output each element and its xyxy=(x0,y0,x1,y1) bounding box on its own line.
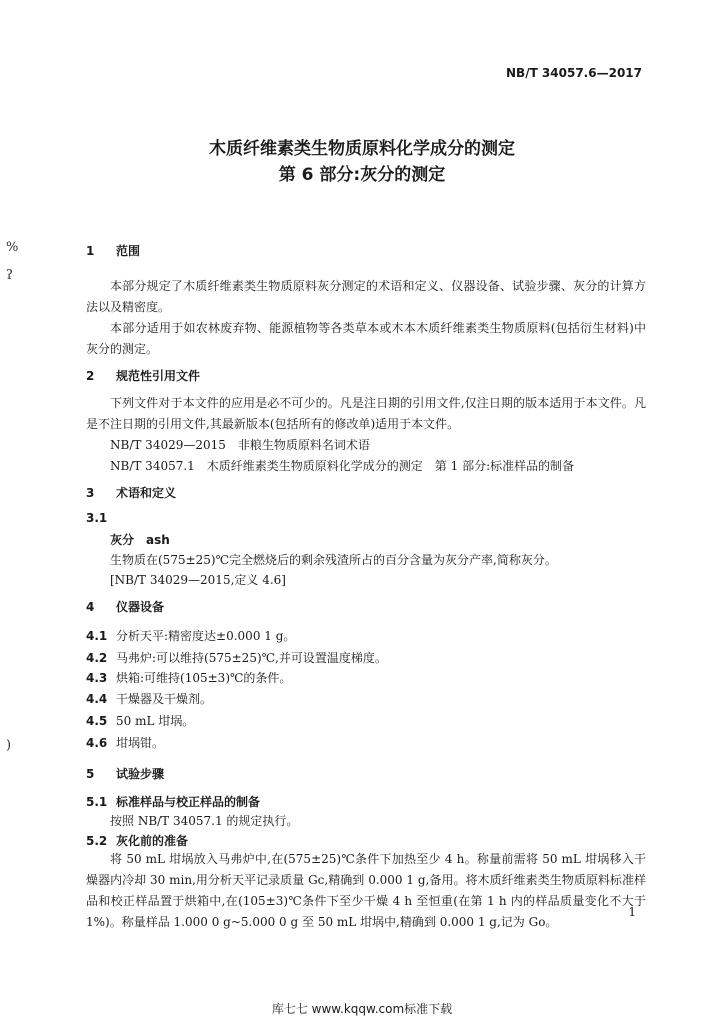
term-definition: 生物质在(575±25)℃完全燃烧后的剩余残渣所占的百分含量为灰分产率,简称灰分。 xyxy=(110,553,557,567)
reference-1: NB/T 34029—2015 非粮生物质原料名词术语 xyxy=(110,438,370,452)
equipment-item: 4.6 坩埚钳。 xyxy=(86,736,165,750)
section-4-heading: 4 仪器设备 xyxy=(86,600,165,614)
footer-watermark: 库七七 www.kqqw.com标准下载 xyxy=(271,1002,453,1016)
section-2-para: 下列文件对于本文件的应用是必不可少的。凡是注日期的引用文件,仅注日期的版本适用于本文件。凡是不注日期的引用文件,其最新版本(包括所有的修改单)适用于本文件。 xyxy=(86,396,646,431)
equipment-item: 4.5 50 mL 坩埚。 xyxy=(86,714,195,728)
section-1-para-2: 本部分适用于如农林废弃物、能源植物等各类草本或木本木质纤维素类生物质原料(包括衍生材料)中灰分的测定。 xyxy=(86,321,646,356)
page-number: 1 xyxy=(628,905,636,919)
equipment-item: 4.4 干燥器及干燥剂。 xyxy=(86,692,213,706)
section-5-1-text: 按照 NB/T 34057.1 的规定执行。 xyxy=(110,814,299,828)
section-5-2-para: 将 50 mL 坩埚放入马弗炉中,在(575±25)℃条件下加热至少 4 h。称量前需将 50 mL 坩埚移入干燥器内冷却 30 min,用分析天平记录质量 Gc,精确到 0.000 1 g,备用。将木质纤维素类生物质原料标准样品和校正样品置于烘箱中,在(105±3)℃条件下至少干燥 4 h 至恒重(在第 1 h 内的样品质量变化不大于 1%)。称量样品 1.000 0 g~5.000 0 g 至 50 mL 坩埚中,精确到 0.000 1 g,记为 Go。 xyxy=(86,852,646,929)
term-name: 灰分 ash xyxy=(110,533,170,547)
document-subtitle: 第 6 部分:灰分的测定 xyxy=(278,165,446,185)
section-5-1-heading: 5.1 标准样品与校正样品的制备 xyxy=(86,795,261,809)
equipment-item: 4.3 烘箱:可维持(105±3)℃的条件。 xyxy=(86,671,292,685)
section-5-2-heading: 5.2 灰化前的准备 xyxy=(86,834,189,848)
margin-mark: ʔ xyxy=(6,268,13,283)
standard-code: NB/T 34057.6—2017 xyxy=(506,66,642,80)
margin-mark: ) xyxy=(6,738,12,753)
reference-2: NB/T 34057.1 木质纤维素类生物质原料化学成分的测定 第 1 部分:标准样品的制备 xyxy=(110,459,575,473)
margin-mark: % xyxy=(6,240,19,255)
section-5-heading: 5 试验步骤 xyxy=(86,767,165,781)
document-title: 木质纤维素类生物质原料化学成分的测定 xyxy=(209,139,515,159)
equipment-item: 4.2 马弗炉:可以维持(575±25)℃,并可设置温度梯度。 xyxy=(86,651,387,665)
section-3-heading: 3 术语和定义 xyxy=(86,486,177,500)
section-3-1-number: 3.1 xyxy=(86,511,108,525)
equipment-item: 4.1 分析天平:精密度达±0.000 1 g。 xyxy=(86,629,296,643)
term-source: [NB/T 34029—2015,定义 4.6] xyxy=(110,573,286,587)
section-2-heading: 2 规范性引用文件 xyxy=(86,369,201,383)
section-1-heading: 1 范围 xyxy=(86,244,141,258)
section-1-para-1: 本部分规定了木质纤维素类生物质原料灰分测定的术语和定义、仪器设备、试验步骤、灰分的计算方法以及精密度。 xyxy=(86,279,646,314)
